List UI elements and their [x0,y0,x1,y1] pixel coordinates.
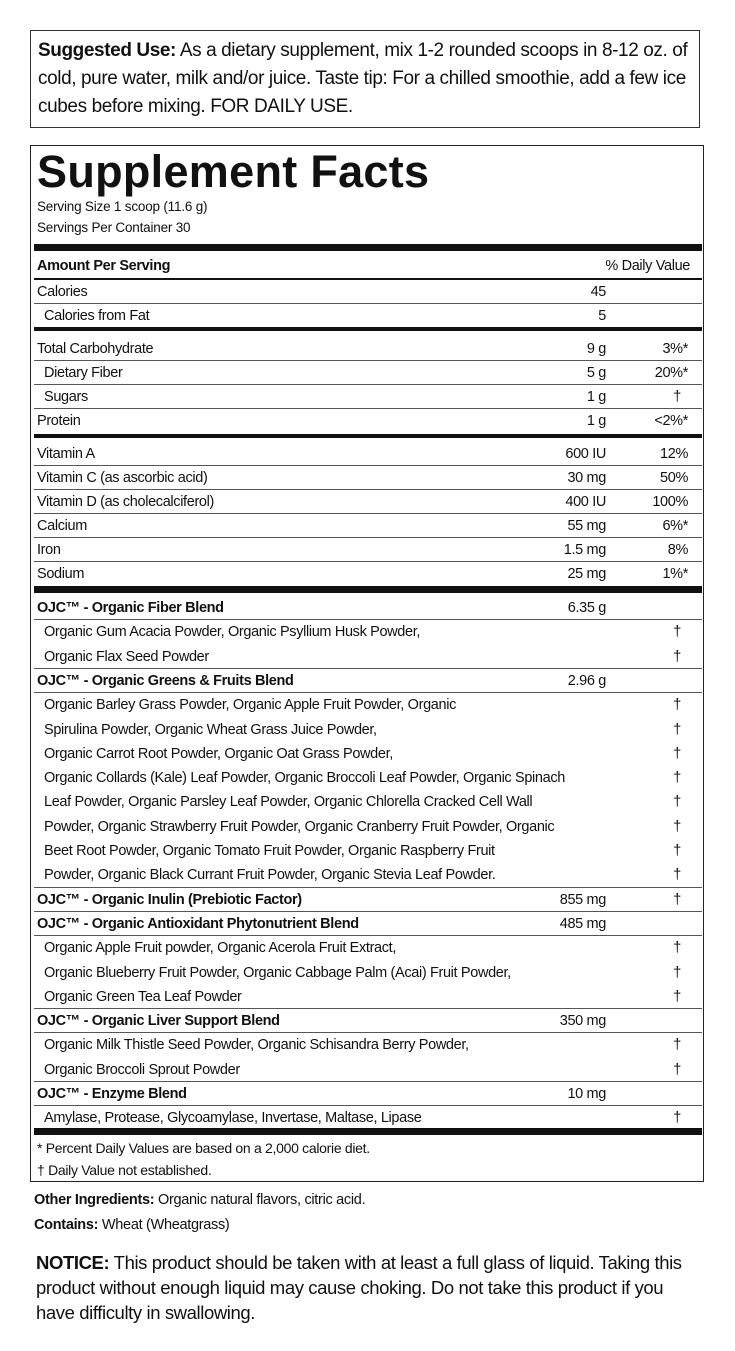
dagger-mark: † [673,964,681,981]
row-name: Iron [37,542,61,558]
divider-thick [34,1128,702,1135]
header-row [34,254,702,278]
nutrient-row [34,280,702,304]
row-daily-value: 50% [660,470,688,486]
footnote-percent: * Percent Daily Values are based on a 2,000 calorie diet. [37,1140,370,1156]
row-amount: 55 mg [567,518,606,534]
contains [34,1217,229,1233]
row-daily-value: 8% [667,542,688,558]
row-name: Amylase, Protease, Glycoamylase, Invertase, Maltase, Lipase [44,1110,422,1127]
row-amount: 1 g [586,389,606,405]
dagger-mark: † [673,843,681,859]
row-name: Organic Flax Seed Powder [44,648,209,665]
dagger-mark: † [673,818,681,835]
row-name: Sodium [37,566,85,582]
nutrient-row [34,961,702,985]
nutrient-row [34,1058,702,1082]
nutrient-row [34,693,702,717]
dagger-mark: † [673,1110,681,1127]
row-amount: 400 IU [565,494,606,510]
dagger-mark: † [673,770,681,787]
other-ingredients [34,1192,365,1208]
row-name: Organic Green Tea Leaf Powder [44,988,242,1005]
row-name: Vitamin A [37,446,95,462]
row-name: Organic Barley Grass Powder, Organic Apple Fruit Powder, Organic [44,697,456,714]
row-amount: 6.35 g [567,600,606,616]
nutrient-row [34,863,702,887]
row-daily-value: 1%* [662,566,688,582]
header-amount: Amount Per Serving [37,258,171,274]
dagger-mark: † [673,721,681,738]
row-name: Calories from Fat [44,307,150,324]
dagger-mark: † [673,745,681,762]
row-amount: 25 mg [567,566,606,582]
contains-label: Contains: [34,1217,99,1233]
row-amount: 1.5 mg [563,542,606,558]
dagger-mark: † [673,389,681,405]
nutrient-row [34,337,702,361]
serving-size: Serving Size 1 scoop (11.6 g) [37,199,208,214]
dagger-mark: † [673,1037,681,1054]
suggested-use-box [30,30,700,128]
nutrient-row [34,766,702,790]
row-amount: 855 mg [559,891,606,908]
dagger-mark: † [673,1061,681,1078]
row-name: Vitamin C (as ascorbic acid) [37,470,208,486]
other-ingredients-label: Other Ingredients: [34,1192,155,1208]
row-name: Organic Apple Fruit powder, Organic Acerola Fruit Extract, [44,940,397,957]
row-name: Organic Milk Thistle Seed Powder, Organic Schisandra Berry Powder, [44,1037,469,1054]
row-name: Organic Carrot Root Powder, Organic Oat Grass Powder, [44,745,393,762]
notice-label: NOTICE: [36,1252,110,1273]
row-amount: 5 g [586,365,606,381]
nutrient-row [34,1033,702,1057]
dagger-mark: † [673,697,681,714]
nutrient-row [34,304,702,328]
dagger-mark: † [673,624,681,641]
other-ingredients-text: Organic natural flavors, citric acid. [154,1192,366,1208]
row-amount: 9 g [586,341,606,357]
dagger-mark: † [673,867,681,884]
row-name: OJC™ - Organic Inulin (Prebiotic Factor) [37,891,302,908]
supplement-facts-panel [30,145,704,1182]
row-name: OJC™ - Enzyme Blend [37,1086,187,1102]
row-amount: 10 mg [567,1086,606,1102]
divider-mid [34,327,702,331]
row-name: OJC™ - Organic Fiber Blend [37,600,224,616]
row-amount: 1 g [586,413,606,429]
row-name: OJC™ - Organic Antioxidant Phytonutrient Blend [37,915,359,932]
blend-row [34,596,702,620]
facts-title: Supplement Facts [37,146,430,197]
dagger-mark: † [673,940,681,957]
suggested-use-text: As a dietary supplement, mix 1-2 rounded scoops in 8-12 oz. of cold, pure water, milk and/or juice. Taste tip: For a chilled smoothie, add a few ice cubes before mixing. FOR DAILY USE. [38,40,688,117]
row-daily-value: 6%* [662,518,688,534]
row-daily-value: 3%* [662,341,688,357]
dagger-mark: † [673,794,681,811]
divider-mid [34,434,702,438]
row-name: Protein [37,413,81,429]
row-name: Beet Root Powder, Organic Tomato Fruit Powder, Organic Raspberry Fruit [44,843,495,859]
row-amount: 45 [590,284,606,300]
header-dv: % Daily Value [605,258,690,274]
nutrient-row [34,620,702,644]
row-name: Powder, Organic Black Currant Fruit Powder, Organic Stevia Leaf Powder. [44,867,496,884]
row-name: Calcium [37,518,87,534]
nutrient-row [34,815,702,839]
nutrient-row [34,385,702,409]
row-daily-value: 100% [652,494,688,510]
nutrient-row [34,538,702,562]
row-name: Organic Collards (Kale) Leaf Powder, Organic Broccoli Leaf Powder, Organic Spinach [44,770,565,787]
divider-thick [34,586,702,593]
nutrient-row [34,936,702,960]
notice-text: This product should be taken with at least a full glass of liquid. Taking this product without enough liquid may cause choking. Do not take this product if you have difficulty in swallowing. [36,1252,682,1323]
divider-thick [34,244,702,251]
row-name: OJC™ - Organic Liver Support Blend [37,1013,280,1030]
nutrient-row [34,1106,702,1130]
row-name: Powder, Organic Strawberry Fruit Powder, Organic Cranberry Fruit Powder, Organic [44,818,555,835]
row-amount: 30 mg [567,470,606,486]
row-name: Sugars [44,389,88,405]
row-daily-value: 20%* [654,365,688,381]
nutrient-row [34,409,702,433]
nutrient-row [34,442,702,466]
row-daily-value: <2%* [654,413,688,429]
dagger-mark: † [673,891,681,908]
nutrient-row [34,514,702,538]
nutrient-row [34,361,702,385]
blend-row [34,1009,702,1033]
row-amount: 350 mg [559,1013,606,1030]
row-name: OJC™ - Organic Greens & Fruits Blend [37,672,294,689]
row-name: Vitamin D (as cholecalciferol) [37,494,214,510]
row-name: Dietary Fiber [44,365,123,381]
row-amount: 600 IU [565,446,606,462]
suggested-use-label: Suggested Use: [38,40,176,61]
row-amount: 5 [598,307,606,324]
nutrient-row [34,718,702,742]
notice [36,1250,696,1325]
nutrient-row [34,742,702,766]
row-amount: 2.96 g [567,672,606,689]
nutrient-row [34,790,702,814]
nutrient-row [34,985,702,1009]
row-name: Leaf Powder, Organic Parsley Leaf Powder, Organic Chlorella Cracked Cell Wall [44,794,533,811]
row-name: Spirulina Powder, Organic Wheat Grass Juice Powder, [44,721,377,738]
row-daily-value: 12% [660,446,688,462]
blend-row [34,1082,702,1106]
row-name: Calories [37,284,88,300]
row-name: Organic Blueberry Fruit Powder, Organic Cabbage Palm (Acai) Fruit Powder, [44,964,511,981]
servings-per-container: Servings Per Container 30 [37,220,191,235]
contains-text: Wheat (Wheatgrass) [98,1217,230,1233]
row-name: Total Carbohydrate [37,341,154,357]
footnote-dagger: † Daily Value not established. [37,1162,212,1178]
blend-row [34,912,702,936]
dagger-mark: † [673,648,681,665]
blend-row [34,669,702,693]
dagger-mark: † [673,988,681,1005]
nutrient-row [34,645,702,669]
nutrient-row [34,490,702,514]
row-name: Organic Broccoli Sprout Powder [44,1061,240,1078]
nutrient-row [34,466,702,490]
nutrient-row [34,839,702,863]
nutrient-row [34,562,702,586]
blend-row [34,888,702,912]
row-name: Organic Gum Acacia Powder, Organic Psyllium Husk Powder, [44,624,421,641]
row-amount: 485 mg [559,915,606,932]
